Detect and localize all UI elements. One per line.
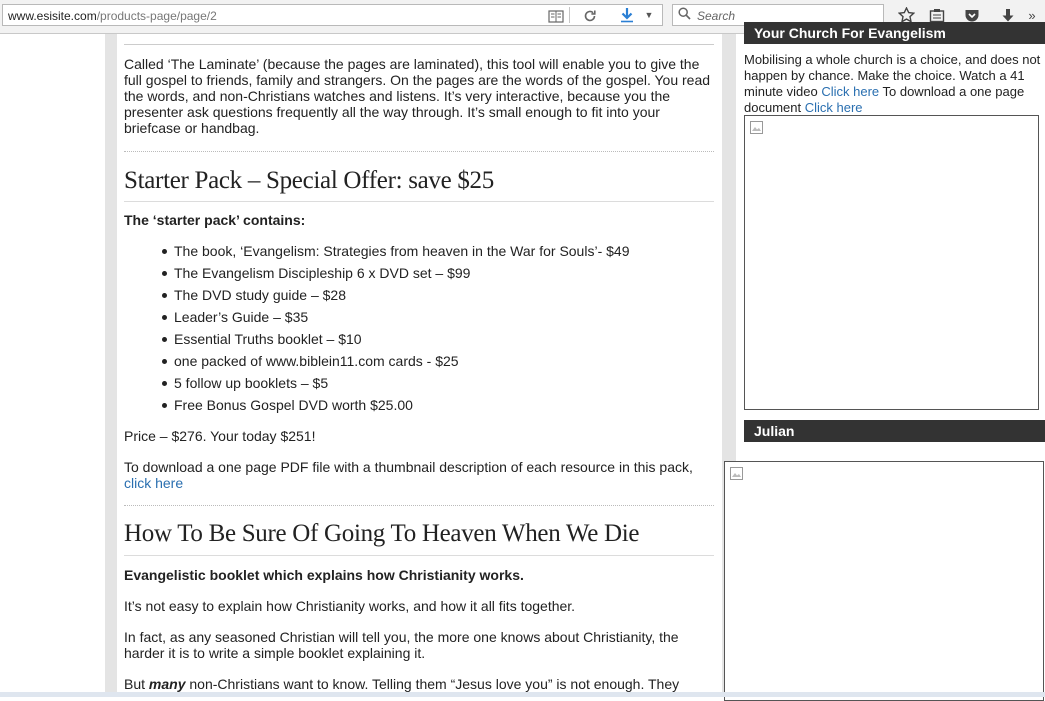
heaven-paragraph-2: In fact, as any seasoned Christian will tell you, the more one knows about Christianity, the harder it is to write a simple booklet explaining it. <box>124 629 679 661</box>
reader-view-icon[interactable] <box>544 5 568 27</box>
julian-embed-frame[interactable] <box>724 461 1044 701</box>
starter-pack-contains: The ‘starter pack’ contains: <box>124 212 306 228</box>
content-left-gutter <box>105 34 117 697</box>
widget-title-julian: Julian <box>744 420 1045 442</box>
list-item: The DVD study guide – $28 <box>174 284 722 306</box>
list-item: one packed of www.biblein11.com cards - $25 <box>174 350 722 372</box>
section-divider <box>124 151 714 152</box>
overflow-menu-icon[interactable]: » <box>1028 7 1036 23</box>
list-item: Leader’s Guide – $35 <box>174 306 722 328</box>
widget-title-church-evangelism: Your Church For Evangelism <box>744 22 1045 44</box>
heaven-paragraph-1: It’s not easy to explain how Christianity works, and how it all fits together. <box>124 598 576 614</box>
list-item: The book, ‘Evangelism: Strategies from heaven in the War for Souls’- $49 <box>174 240 722 262</box>
reload-icon[interactable] <box>578 5 602 27</box>
emphasis-many: many <box>148 676 186 692</box>
heaven-paragraph-3: But many non-Christians want to know. Telling them “Jesus love you” is not enough. They <box>124 676 680 692</box>
laminate-description: Called ‘The Laminate’ (because the pages are laminated), this tool will enable you to give the full gospel to friends, family and strangers. On the pages are the words of the gospel. You read the words, and non-Christians watches and listens. It’s very interactive, because you the presenter ask questions frequently all the way through. It’s small enough to fit into your briefcase or handbag. <box>124 56 711 136</box>
video-embed-frame[interactable] <box>744 115 1039 410</box>
search-placeholder: Search <box>697 9 736 23</box>
heaven-booklet-subtitle: Evangelistic booklet which explains how Christianity works. <box>124 567 524 583</box>
watch-video-link[interactable]: Click here <box>821 84 880 99</box>
church-evangelism-text: Mobilising a whole church is a choice, and does not happen by chance. Make the choice. Watch a 41 minute video Click here To download a one page document Click here <box>744 52 1041 115</box>
address-bar[interactable] <box>2 4 663 26</box>
list-item: Free Bonus Gospel DVD worth $25.00 <box>174 394 722 416</box>
download-paragraph <box>124 459 714 491</box>
list-item: Essential Truths booklet – $10 <box>174 328 722 350</box>
broken-image-icon <box>730 467 743 483</box>
list-item: The Evangelism Discipleship 6 x DVD set – $99 <box>174 262 722 284</box>
main-content <box>117 34 722 697</box>
download-text: To download a one page PDF file with a thumbnail description of each resource in this pack, <box>124 459 693 475</box>
broken-image-icon <box>750 121 763 137</box>
taskbar-edge <box>0 692 1045 697</box>
heading-underline <box>124 201 714 202</box>
price-text: Price – $276. Your today $251! <box>124 428 316 444</box>
download-menu-chevron-icon[interactable]: ▼ <box>644 10 654 20</box>
search-icon <box>678 7 691 23</box>
download-icon[interactable] <box>615 4 639 26</box>
starter-pack-heading: Starter Pack – Special Offer: save $25 <box>124 167 494 194</box>
sidebar <box>736 25 1045 697</box>
heaven-booklet-heading: How To Be Sure Of Going To Heaven When We Die <box>124 520 640 547</box>
starter-pack-list <box>124 240 722 416</box>
url-text[interactable]: www.esisite.com/products-page/page/2 <box>8 9 217 23</box>
download-pdf-link[interactable]: click here <box>124 475 184 491</box>
list-item: 5 follow up booklets – $5 <box>174 372 722 394</box>
page-left-margin <box>0 34 105 697</box>
section-divider <box>124 505 714 506</box>
urlbar-separator <box>569 7 570 23</box>
heading-underline <box>124 555 714 556</box>
heading-underline <box>124 44 714 45</box>
download-document-link[interactable]: Click here <box>804 100 863 115</box>
